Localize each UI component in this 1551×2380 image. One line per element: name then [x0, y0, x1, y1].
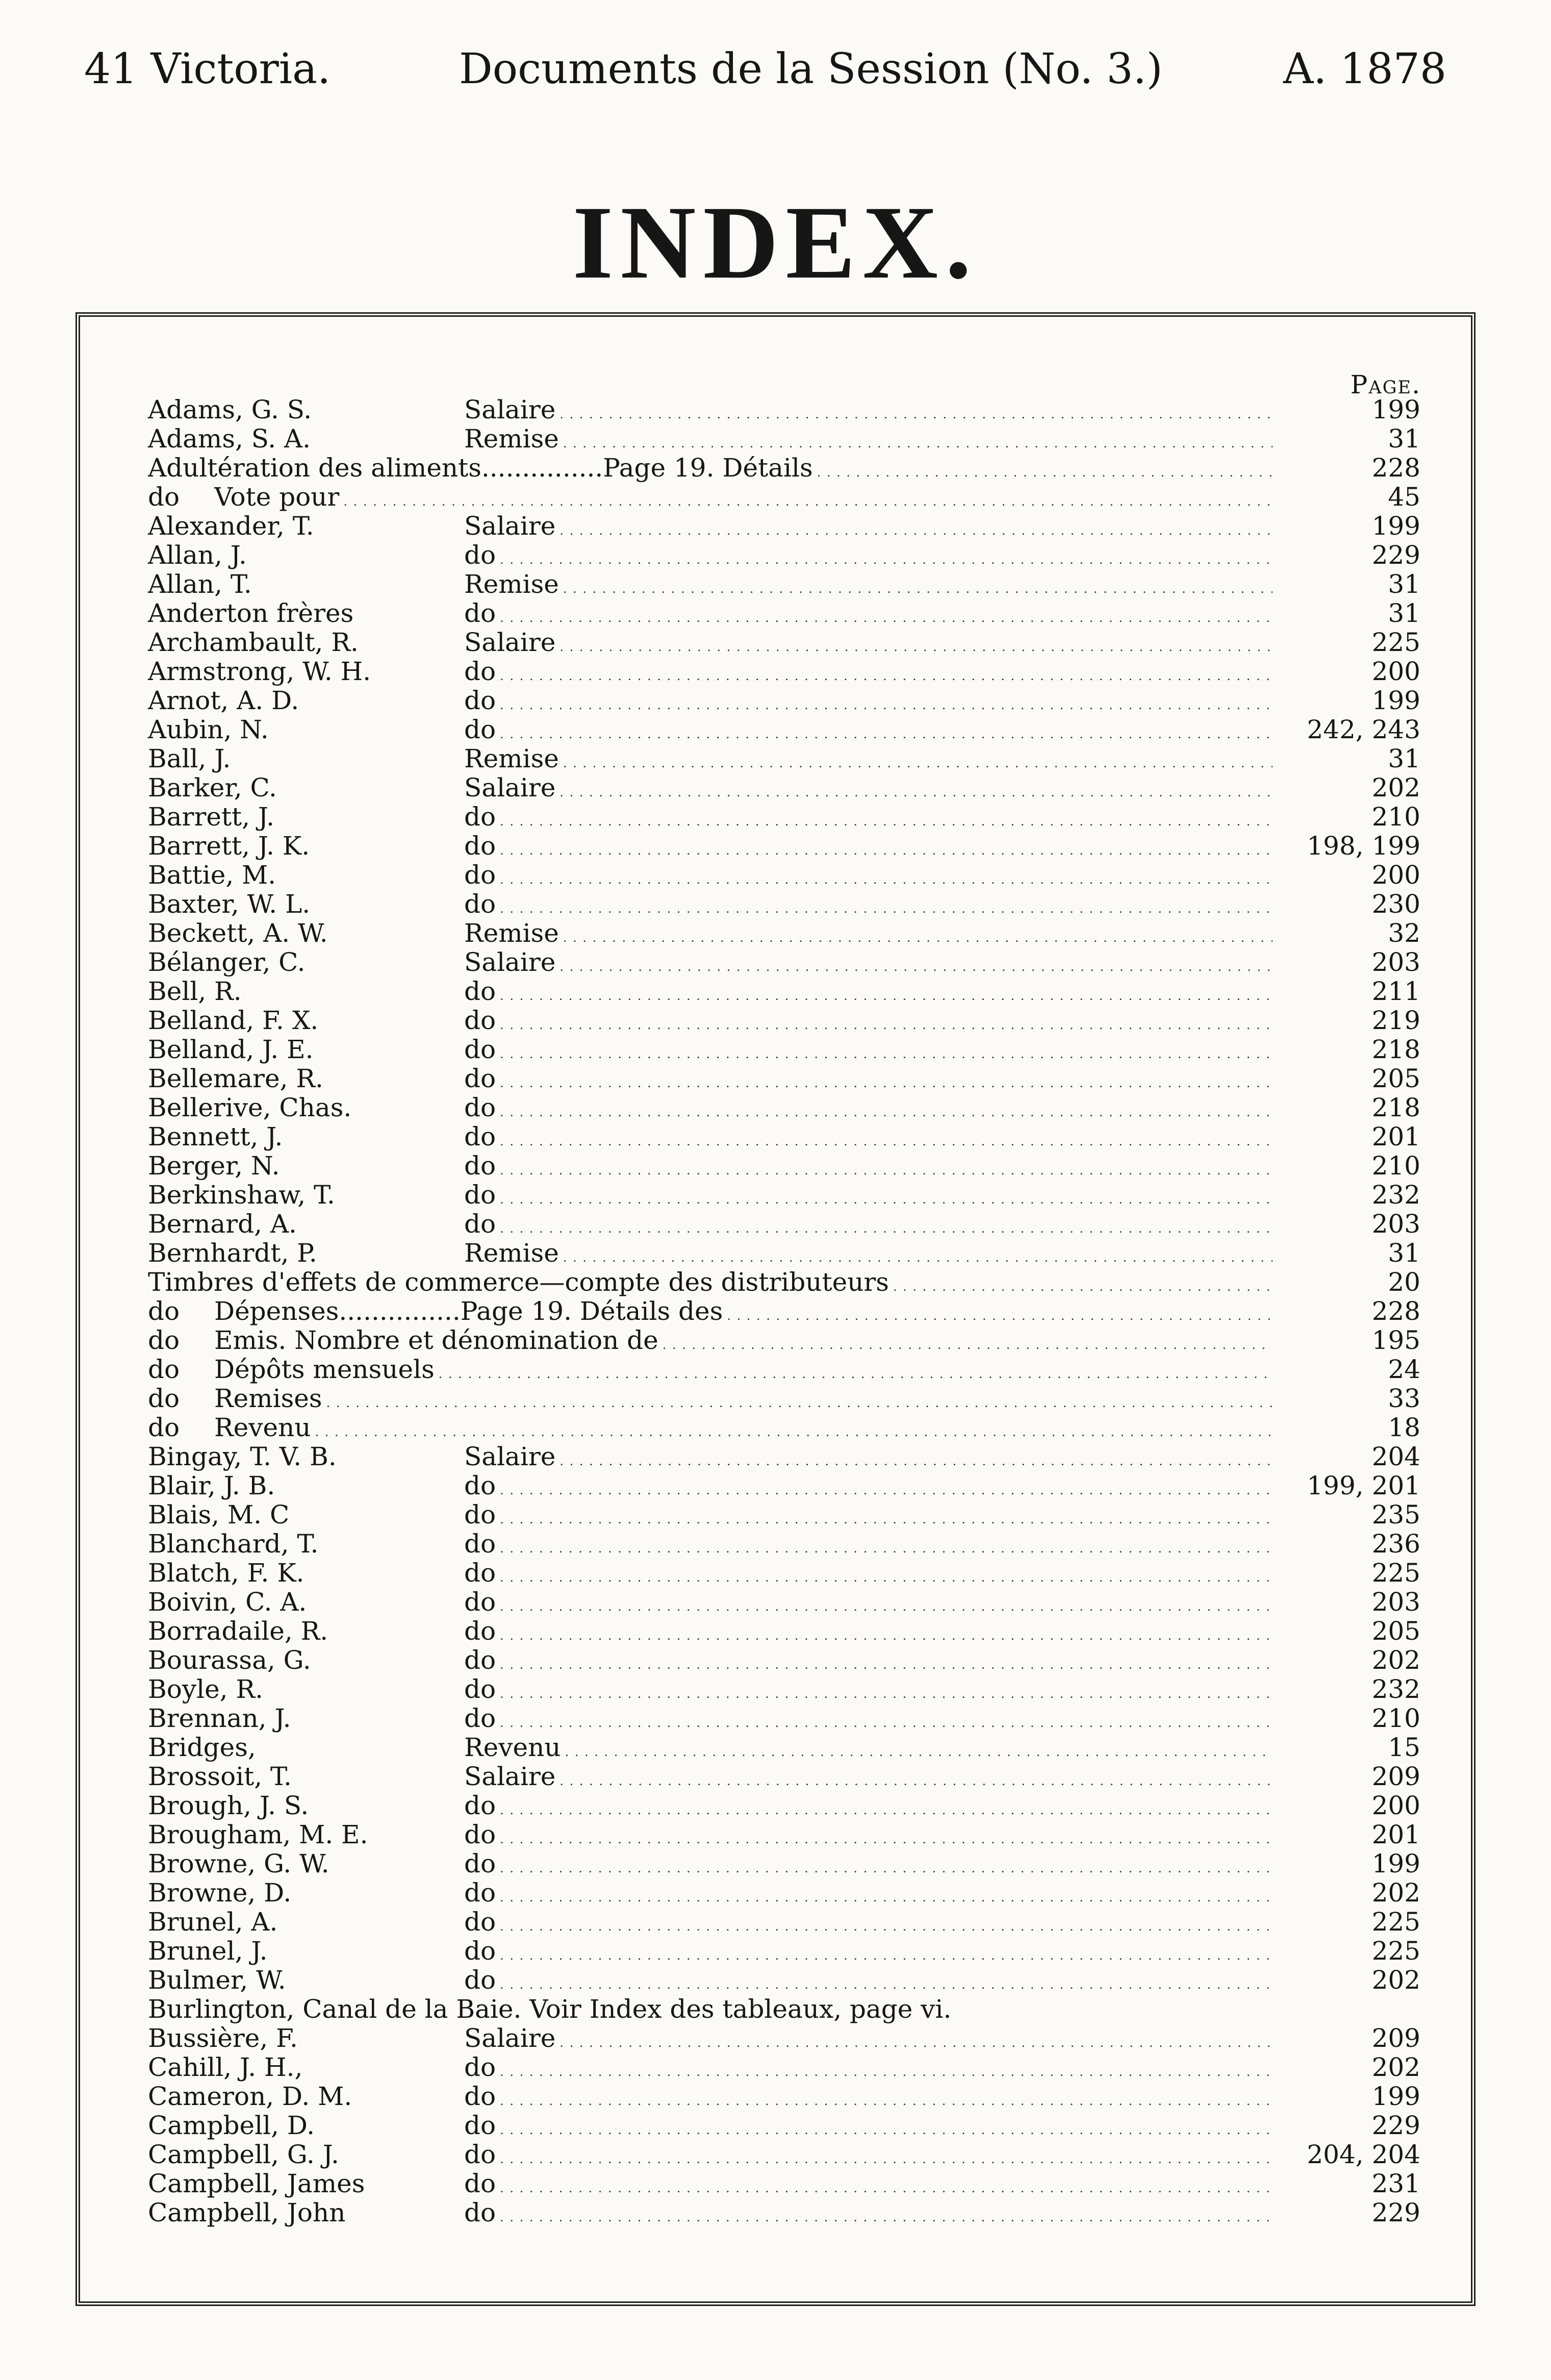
- entry-description: do: [464, 803, 496, 832]
- entry-description: Burlington, Canal de la Baie. Voir Index des tableaux, page vi.: [148, 1995, 952, 2024]
- entry-page-number: 203: [1371, 1209, 1420, 1239]
- index-entry: [148, 1908, 1420, 1937]
- index-entry: [148, 2140, 1420, 2169]
- entry-description: Salaire: [464, 948, 556, 977]
- index-entry: [148, 1471, 1420, 1500]
- entry-name: Brunel, A.: [148, 1907, 278, 1937]
- index-entry: [148, 1559, 1420, 1588]
- entry-page-number: 31: [1388, 1238, 1420, 1268]
- entry-description: Remises: [214, 1384, 322, 1413]
- index-entry: [148, 1384, 1420, 1413]
- index-entry: [148, 715, 1420, 744]
- index-entry: [148, 1210, 1420, 1239]
- entry-description: Vote pour: [214, 483, 340, 512]
- entry-name: Blair, J. B.: [148, 1471, 275, 1500]
- entry-name: do: [148, 1325, 180, 1355]
- entry-name: Barker, C.: [148, 773, 277, 803]
- entry-name: Archambault, R.: [148, 628, 359, 657]
- entry-description: do: [464, 1471, 496, 1500]
- entry-name: Beckett, A. W.: [148, 918, 328, 948]
- entry-page-number: 45: [1388, 482, 1420, 512]
- entry-description: do: [464, 599, 496, 628]
- entry-page-number: 18: [1388, 1413, 1420, 1442]
- entry-name: Brunel, J.: [148, 1936, 268, 1966]
- entry-name: Bellerive, Chas.: [148, 1093, 352, 1122]
- entry-page-number: 204, 204: [1307, 2140, 1420, 2169]
- entry-description: do: [464, 1791, 496, 1820]
- index-entry: [148, 832, 1420, 861]
- entry-page-number: 225: [1371, 1907, 1420, 1937]
- index-entry: [148, 1588, 1420, 1617]
- entry-name: Blanchard, T.: [148, 1529, 319, 1559]
- entry-name: Brougham, M. E.: [148, 1820, 368, 1849]
- entry-name: Bridges,: [148, 1733, 256, 1762]
- entry-name: Belland, F. X.: [148, 1006, 319, 1035]
- entry-page-number: 210: [1371, 1151, 1420, 1181]
- entry-page-number: 204: [1371, 1442, 1420, 1471]
- entry-page-number: 199: [1371, 511, 1420, 541]
- index-entry: [148, 1297, 1420, 1326]
- entry-description: Salaire: [464, 395, 556, 424]
- entry-description: Remise: [464, 1239, 559, 1268]
- entry-page-number: 229: [1371, 2111, 1420, 2140]
- entry-name: Bingay, T. V. B.: [148, 1442, 337, 1471]
- entry-name: Boivin, C. A.: [148, 1587, 307, 1617]
- index-entry: [148, 686, 1420, 715]
- entry-description: do: [464, 1530, 496, 1559]
- index-entry: [148, 1995, 1420, 2024]
- entry-description: do: [464, 1500, 496, 1530]
- entry-page-number: 211: [1371, 976, 1420, 1006]
- entry-description: Revenu: [464, 1733, 561, 1762]
- entry-description: do: [464, 832, 496, 861]
- entry-page-number: 242, 243: [1307, 715, 1420, 744]
- entry-name: Adams, G. S.: [148, 395, 312, 424]
- entry-description: do: [464, 2140, 496, 2169]
- entry-name: Brossoit, T.: [148, 1762, 292, 1791]
- entry-name: Campbell, D.: [148, 2111, 315, 2140]
- entry-description: do: [464, 657, 496, 686]
- entry-description: Revenu: [214, 1413, 311, 1442]
- entry-description: Dépenses...............Page 19. Détails des: [214, 1297, 723, 1326]
- entry-description: do: [464, 2169, 496, 2198]
- entry-name: Bélanger, C.: [148, 947, 306, 977]
- index-entry: [148, 977, 1420, 1006]
- entry-name: Brennan, J.: [148, 1703, 291, 1733]
- index-entry: [148, 483, 1420, 512]
- entry-name: Boyle, R.: [148, 1674, 264, 1704]
- index-entry: [148, 1181, 1420, 1210]
- index-entry: [148, 773, 1420, 803]
- entry-description: Salaire: [464, 2024, 556, 2053]
- entry-description: do: [464, 1181, 496, 1210]
- index-entry: [148, 1675, 1420, 1704]
- entry-page-number: 219: [1371, 1006, 1420, 1035]
- entry-page-number: 15: [1388, 1733, 1420, 1762]
- index-entry: [148, 1762, 1420, 1791]
- index-entry: [148, 1646, 1420, 1675]
- index-entry: [148, 2169, 1420, 2198]
- entry-description: Remise: [464, 424, 559, 454]
- entry-page-number: 205: [1371, 1064, 1420, 1093]
- index-entry: [148, 1035, 1420, 1064]
- header-document-title: Documents de la Session (No. 3.): [459, 45, 1163, 93]
- entry-description: do: [464, 2198, 496, 2227]
- index-entry: [148, 1064, 1420, 1093]
- entry-name: Campbell, John: [148, 2198, 346, 2227]
- entry-description: do: [464, 715, 496, 744]
- entry-page-number: 210: [1371, 1703, 1420, 1733]
- entry-description: Timbres d'effets de commerce—compte des distributeurs: [148, 1268, 889, 1297]
- entry-description: do: [464, 1588, 496, 1617]
- entry-name: do: [148, 482, 180, 512]
- entry-description: Adultération des aliments...............Page 19. Détails: [148, 454, 813, 483]
- entry-page-number: 31: [1388, 744, 1420, 773]
- entry-page-number: 31: [1388, 598, 1420, 628]
- index-entry: [148, 1442, 1420, 1471]
- entry-description: Remise: [464, 919, 559, 948]
- index-entry: [148, 1966, 1420, 1995]
- index-entry: [148, 2198, 1420, 2227]
- entry-name: Ball, J.: [148, 744, 231, 773]
- entry-name: do: [148, 1296, 180, 1326]
- index-entry: [148, 1500, 1420, 1530]
- index-entry: [148, 1006, 1420, 1035]
- entry-page-number: 200: [1371, 1791, 1420, 1820]
- entry-name: Cahill, J. H.,: [148, 2052, 303, 2082]
- entry-description: do: [464, 541, 496, 570]
- index-entry: [148, 1151, 1420, 1181]
- entry-description: Remise: [464, 744, 559, 773]
- entry-description: Salaire: [464, 1442, 556, 1471]
- index-list: [148, 395, 1420, 2227]
- entry-page-number: 229: [1371, 540, 1420, 570]
- entry-name: Barrett, J. K.: [148, 831, 310, 861]
- entry-description: do: [464, 1704, 496, 1733]
- entry-page-number: 236: [1371, 1529, 1420, 1559]
- index-entry: [148, 1268, 1420, 1297]
- dot-leader: [500, 2198, 1273, 2232]
- entry-page-number: 200: [1371, 860, 1420, 890]
- entry-page-number: 229: [1371, 2198, 1420, 2227]
- entry-name: Bernard, A.: [148, 1209, 297, 1239]
- index-entry: [148, 1617, 1420, 1646]
- entry-name: Blatch, F. K.: [148, 1558, 304, 1588]
- entry-page-number: 232: [1371, 1180, 1420, 1210]
- entry-page-number: 225: [1371, 1936, 1420, 1966]
- entry-name: Belland, J. E.: [148, 1035, 314, 1064]
- entry-page-number: 210: [1371, 802, 1420, 832]
- entry-name: Blais, M. C: [148, 1500, 290, 1530]
- entry-description: do: [464, 1675, 496, 1704]
- entry-page-number: 199: [1371, 2082, 1420, 2111]
- entry-name: Berger, N.: [148, 1151, 280, 1181]
- entry-name: Alexander, T.: [148, 511, 314, 541]
- entry-name: Barrett, J.: [148, 802, 274, 832]
- entry-page-number: 205: [1371, 1616, 1420, 1646]
- entry-name: do: [148, 1384, 180, 1413]
- entry-description: do: [464, 890, 496, 919]
- running-header: [0, 45, 1551, 101]
- index-entry: [148, 2111, 1420, 2140]
- entry-description: do: [464, 1122, 496, 1151]
- page-title: INDEX.: [572, 185, 979, 300]
- entry-name: Armstrong, W. H.: [148, 657, 371, 686]
- entry-page-number: 209: [1371, 2023, 1420, 2053]
- entry-description: do: [464, 1151, 496, 1181]
- entry-description: Dépôts mensuels: [214, 1355, 435, 1384]
- entry-name: Allan, J.: [148, 540, 247, 570]
- index-entry: [148, 512, 1420, 541]
- entry-name: Brough, J. S.: [148, 1791, 309, 1820]
- entry-page-number: 202: [1371, 773, 1420, 803]
- entry-page-number: 201: [1371, 1820, 1420, 1849]
- entry-description: do: [464, 1093, 496, 1122]
- entry-description: do: [464, 1064, 496, 1093]
- index-entry: [148, 1820, 1420, 1849]
- entry-page-number: 201: [1371, 1122, 1420, 1151]
- entry-description: Salaire: [464, 512, 556, 541]
- entry-page-number: 31: [1388, 424, 1420, 454]
- entry-page-number: 31: [1388, 569, 1420, 599]
- index-entry: [148, 424, 1420, 454]
- entry-page-number: 232: [1371, 1674, 1420, 1704]
- entry-name: Berkinshaw, T.: [148, 1180, 335, 1210]
- entry-description: do: [464, 1210, 496, 1239]
- entry-page-number: 218: [1371, 1035, 1420, 1064]
- index-entry: [148, 657, 1420, 686]
- entry-name: Allan, T.: [148, 569, 252, 599]
- entry-description: do: [464, 1878, 496, 1908]
- entry-page-number: 225: [1371, 1558, 1420, 1588]
- index-entry: [148, 395, 1420, 424]
- header-volume: 41 Victoria.: [84, 45, 331, 93]
- header-year: A. 1878: [1283, 45, 1446, 93]
- entry-name: Cameron, D. M.: [148, 2082, 352, 2111]
- entry-page-number: 33: [1388, 1384, 1420, 1413]
- index-entry: [148, 1937, 1420, 1966]
- entry-page-number: 225: [1371, 628, 1420, 657]
- entry-page-number: 235: [1371, 1500, 1420, 1530]
- entry-name: Bernhardt, P.: [148, 1238, 317, 1268]
- entry-description: do: [464, 2111, 496, 2140]
- index-entry: [148, 1530, 1420, 1559]
- entry-page-number: 202: [1371, 1965, 1420, 1995]
- entry-page-number: 203: [1371, 1587, 1420, 1617]
- entry-page-number: 202: [1371, 1645, 1420, 1675]
- entry-name: Adams, S. A.: [148, 424, 311, 454]
- entry-name: Aubin, N.: [148, 715, 269, 744]
- entry-description: do: [464, 1966, 496, 1995]
- index-entry: [148, 1239, 1420, 1268]
- entry-name: Battie, M.: [148, 860, 276, 890]
- entry-description: do: [464, 2082, 496, 2111]
- entry-description: do: [464, 1908, 496, 1937]
- entry-page-number: 195: [1371, 1325, 1420, 1355]
- index-entry: [148, 1326, 1420, 1355]
- entry-page-number: 228: [1371, 1296, 1420, 1326]
- index-entry: [148, 2053, 1420, 2082]
- page-column-label: Page.: [1350, 370, 1421, 399]
- entry-description: do: [464, 686, 496, 715]
- index-entry: [148, 1704, 1420, 1733]
- entry-page-number: 200: [1371, 657, 1420, 686]
- index-entry: [148, 803, 1420, 832]
- entry-name: Bell, R.: [148, 976, 242, 1006]
- entry-page-number: 230: [1371, 889, 1420, 919]
- entry-name: Bourassa, G.: [148, 1645, 311, 1675]
- entry-description: do: [464, 1035, 496, 1064]
- index-entry: [148, 948, 1420, 977]
- entry-description: Emis. Nombre et dénomination de: [214, 1326, 658, 1355]
- entry-page-number: 24: [1388, 1355, 1420, 1384]
- entry-page-number: 203: [1371, 947, 1420, 977]
- entry-description: Remise: [464, 570, 559, 599]
- entry-description: do: [464, 1646, 496, 1675]
- entry-description: do: [464, 2053, 496, 2082]
- entry-page-number: 20: [1388, 1267, 1420, 1297]
- index-entry: [148, 1791, 1420, 1820]
- index-entry: [148, 919, 1420, 948]
- entry-description: do: [464, 977, 496, 1006]
- entry-page-number: 228: [1371, 453, 1420, 483]
- entry-name: Bennett, J.: [148, 1122, 283, 1151]
- index-entry: [148, 628, 1420, 657]
- entry-page-number: 209: [1371, 1762, 1420, 1791]
- index-entry: [148, 599, 1420, 628]
- entry-page-number: 199: [1371, 395, 1420, 424]
- entry-name: Bulmer, W.: [148, 1965, 286, 1995]
- entry-name: Campbell, G. J.: [148, 2140, 339, 2169]
- entry-name: Bussière, F.: [148, 2023, 298, 2053]
- entry-page-number: 199, 201: [1307, 1471, 1420, 1500]
- index-entry: [148, 570, 1420, 599]
- entry-description: do: [464, 1006, 496, 1035]
- index-entry: [148, 744, 1420, 773]
- index-entry: [148, 1122, 1420, 1151]
- entry-name: Bellemare, R.: [148, 1064, 323, 1093]
- entry-description: do: [464, 1849, 496, 1878]
- entry-name: Anderton frères: [148, 598, 354, 628]
- entry-page-number: 199: [1371, 1849, 1420, 1878]
- entry-description: do: [464, 861, 496, 890]
- index-entry: [148, 861, 1420, 890]
- entry-page-number: 218: [1371, 1093, 1420, 1122]
- entry-page-number: 202: [1371, 2052, 1420, 2082]
- entry-description: Salaire: [464, 773, 556, 803]
- entry-name: Borradaile, R.: [148, 1616, 328, 1646]
- entry-name: Arnot, A. D.: [148, 686, 299, 715]
- index-entry: [148, 2082, 1420, 2111]
- entry-description: Salaire: [464, 628, 556, 657]
- index-entry: [148, 1093, 1420, 1122]
- index-entry: [148, 1413, 1420, 1442]
- entry-page-number: 198, 199: [1307, 831, 1420, 861]
- entry-description: do: [464, 1617, 496, 1646]
- entry-description: do: [464, 1559, 496, 1588]
- entry-name: Browne, G. W.: [148, 1849, 329, 1878]
- entry-detail: [148, 1995, 1273, 2024]
- entry-name: Browne, D.: [148, 1878, 292, 1908]
- index-entry: [148, 1355, 1420, 1384]
- entry-description: Salaire: [464, 1762, 556, 1791]
- entry-description: do: [464, 1820, 496, 1849]
- entry-name: Campbell, James: [148, 2169, 365, 2198]
- entry-name: do: [148, 1413, 180, 1442]
- index-entry: [148, 890, 1420, 919]
- index-entry: [148, 1849, 1420, 1878]
- entry-description: do: [464, 1937, 496, 1966]
- index-entry: [148, 541, 1420, 570]
- index-entry: [148, 1878, 1420, 1908]
- index-entry: [148, 2024, 1420, 2053]
- entry-detail: [464, 2198, 1273, 2232]
- entry-name: do: [148, 1355, 180, 1384]
- entry-page-number: 202: [1371, 1878, 1420, 1908]
- entry-page-number: 231: [1371, 2169, 1420, 2198]
- entry-name: Baxter, W. L.: [148, 889, 311, 919]
- index-entry: [148, 1733, 1420, 1762]
- entry-page-number: 199: [1371, 686, 1420, 715]
- index-entry: [148, 454, 1420, 483]
- entry-page-number: 32: [1388, 918, 1420, 948]
